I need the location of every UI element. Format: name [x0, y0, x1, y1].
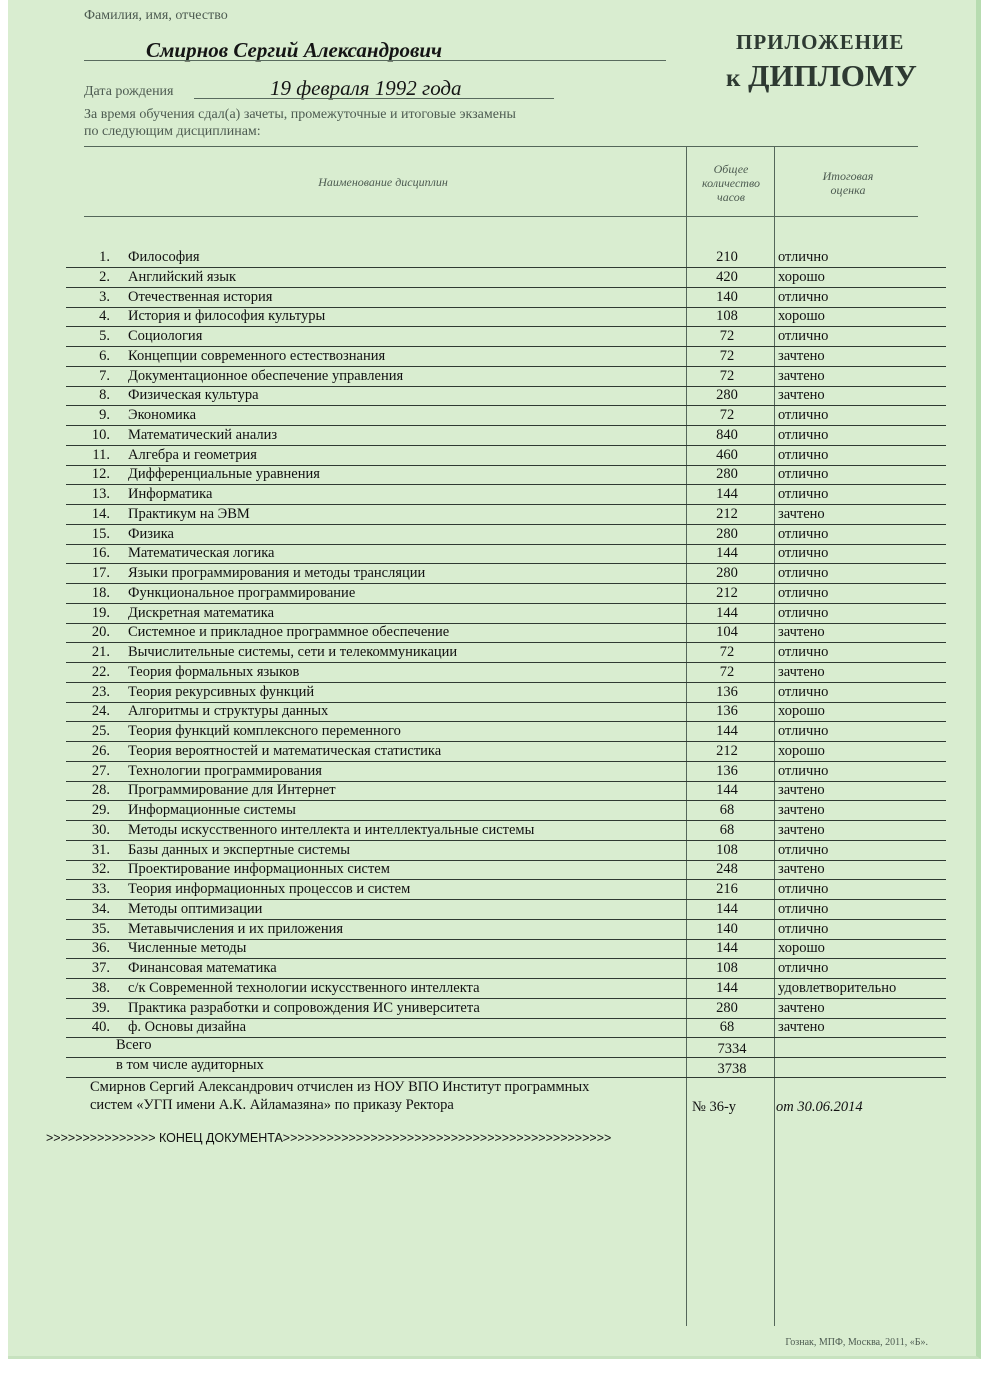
row-grade: отлично	[778, 841, 829, 858]
table-row	[66, 702, 946, 722]
row-number: 18.	[91, 584, 110, 601]
birth-value: 19 февраля 1992 года	[270, 76, 462, 100]
row-hours: 72	[719, 663, 735, 680]
row-discipline: Теория информационных процессов и систем	[128, 881, 411, 897]
row-discipline: Английский язык	[128, 268, 237, 285]
order-number: № 36-у	[692, 1099, 737, 1115]
table-row	[66, 880, 946, 900]
row-discipline: Базы данных и экспертные системы	[128, 841, 351, 858]
table-row	[66, 623, 946, 643]
row-discipline: Физическая культура	[128, 387, 259, 404]
table-row	[66, 465, 946, 485]
table-row	[66, 1018, 946, 1038]
row-discipline: Теория формальных языков	[128, 663, 300, 680]
row-number: 9.	[99, 407, 110, 423]
row-number: 35.	[91, 920, 110, 937]
row-number: 32.	[91, 861, 110, 878]
row-hours: 136	[716, 683, 738, 700]
row-hours: 144	[716, 486, 738, 502]
row-grade: отлично	[778, 328, 829, 344]
row-hours: 72	[719, 407, 735, 423]
row-hours: 104	[716, 624, 738, 641]
row-discipline: Численные методы	[128, 940, 247, 957]
row-hours: 72	[719, 328, 735, 344]
row-hours: 136	[716, 762, 738, 779]
row-number: 29.	[91, 802, 110, 818]
row-discipline: Вычислительные системы, сети и телекоммуникации	[128, 644, 458, 660]
row-grade: отлично	[778, 565, 829, 581]
row-hours: 108	[716, 841, 738, 858]
row-number: 26.	[91, 742, 110, 759]
row-hours: 280	[716, 387, 738, 404]
row-number: 27.	[91, 762, 110, 779]
row-discipline: Дифференциальные уравнения	[128, 466, 320, 483]
row-number: 38.	[91, 979, 110, 996]
row-number: 25.	[91, 723, 110, 739]
title-word: ДИПЛОМУ	[748, 58, 917, 93]
row-number: 17.	[91, 565, 110, 581]
row-discipline: Экономика	[128, 407, 197, 423]
row-hours: 144	[716, 545, 738, 562]
row-discipline: с/к Современной технологии искусственного интеллекта	[128, 979, 480, 996]
row-grade: зачтено	[778, 861, 825, 878]
row-hours: 72	[719, 367, 735, 384]
row-discipline: Информационные системы	[128, 802, 296, 818]
row-number: 3.	[99, 288, 110, 305]
row-number: 37.	[91, 960, 110, 976]
row-discipline: Теория рекурсивных функций	[128, 683, 315, 700]
fio-label: Фамилия, имя, отчество	[84, 8, 228, 23]
row-grade: зачтено	[778, 347, 825, 364]
row-hours: 212	[716, 584, 738, 601]
row-number: 8.	[99, 387, 110, 404]
row-number: 15.	[91, 525, 110, 542]
row-hours: 212	[716, 742, 738, 759]
expulsion-line-1: Смирнов Сергий Александрович отчислен из НОУ ВПО Институт программных	[90, 1079, 590, 1095]
table-row	[66, 920, 946, 940]
table-row	[66, 742, 946, 762]
row-number: 20.	[91, 624, 110, 641]
intro-line-2: по следующим дисциплинам:	[84, 124, 261, 139]
classroom-label: в том числе аудиторных	[116, 1057, 264, 1073]
row-hours: 144	[716, 900, 738, 917]
table-row	[66, 604, 946, 624]
row-number: 7.	[99, 367, 110, 384]
row-hours: 72	[719, 347, 735, 364]
table-row	[66, 939, 946, 959]
table-row	[66, 683, 946, 703]
table-row	[66, 248, 946, 268]
table-row	[66, 347, 946, 367]
row-grade: хорошо	[778, 268, 825, 285]
row-grade: зачтено	[778, 999, 825, 1016]
row-grade: зачтено	[778, 782, 825, 799]
row-number: 6.	[99, 347, 110, 364]
table-row	[66, 426, 946, 446]
row-discipline: Отечественная история	[128, 288, 273, 305]
row-discipline: Практика разработки и сопровождения ИС университета	[128, 999, 480, 1016]
col-hours-header-3: часов	[717, 190, 745, 204]
table-row	[66, 663, 946, 683]
expulsion-line-2: систем «УГП имени А.К. Айламазяна» по приказу Ректора	[90, 1097, 454, 1113]
col-hours-header	[690, 162, 772, 204]
row-hours: 136	[716, 703, 738, 720]
row-hours: 420	[716, 268, 738, 285]
row-grade: хорошо	[778, 940, 825, 957]
row-grade: удовлетворительно	[778, 979, 897, 996]
table-row	[66, 959, 946, 979]
row-grade: отлично	[778, 960, 829, 976]
row-hours: 108	[716, 308, 738, 325]
row-discipline: Методы оптимизации	[128, 900, 263, 917]
table-row	[66, 999, 946, 1019]
table-row	[66, 485, 946, 505]
row-hours: 144	[716, 940, 738, 957]
table-row	[66, 406, 946, 426]
classroom-row-line	[66, 1077, 946, 1078]
row-discipline: Технологии программирования	[128, 762, 322, 779]
row-number: 10.	[91, 426, 110, 443]
printer-note: Гознак, МПФ, Москва, 2011, «Б».	[785, 1337, 928, 1348]
table-header-border	[84, 216, 918, 217]
row-grade: отлично	[778, 881, 829, 897]
row-hours: 280	[716, 466, 738, 483]
birth-label: Дата рождения	[84, 84, 174, 99]
row-discipline: Дискретная математика	[128, 604, 275, 621]
row-discipline: Алгебра и геометрия	[128, 446, 257, 463]
row-hours: 216	[716, 881, 738, 897]
row-grade: отлично	[778, 288, 829, 305]
row-discipline: Философия	[128, 249, 200, 265]
row-discipline: Программирование для Интернет	[128, 782, 336, 799]
row-hours: 144	[716, 979, 738, 996]
row-discipline: Проектирование информационных систем	[128, 861, 390, 878]
row-grade: отлично	[778, 604, 829, 621]
row-hours: 144	[716, 604, 738, 621]
table-row	[66, 781, 946, 801]
table-row	[66, 544, 946, 564]
row-discipline: Языки программирования и методы трансляции	[128, 565, 426, 581]
row-hours: 248	[716, 861, 738, 878]
table-row	[66, 801, 946, 821]
row-hours: 108	[716, 960, 738, 976]
row-discipline: Системное и прикладное программное обеспечение	[128, 624, 450, 641]
row-discipline: ф. Основы дизайна	[128, 1019, 247, 1036]
diploma-supplement-sheet	[8, 0, 981, 1359]
row-number: 40.	[91, 1019, 110, 1036]
row-hours: 212	[716, 505, 738, 522]
table-top-border	[84, 146, 918, 147]
row-discipline: Практикум на ЭВМ	[128, 505, 250, 522]
row-number: 24.	[91, 703, 110, 720]
row-hours: 144	[716, 782, 738, 799]
col-grade-header-2: оценка	[830, 183, 866, 197]
row-hours: 140	[716, 920, 738, 937]
total-label: Всего	[116, 1037, 152, 1053]
order-date: от 30.06.2014	[776, 1099, 863, 1115]
row-grade: отлично	[778, 723, 829, 739]
table-row	[66, 268, 946, 288]
row-grade: зачтено	[778, 505, 825, 522]
col-hours-header-2: количество	[701, 176, 761, 190]
table-row	[66, 307, 946, 327]
row-number: 34.	[91, 900, 110, 917]
row-grade: отлично	[778, 446, 829, 463]
row-grade: зачтено	[778, 663, 825, 680]
row-grade: хорошо	[778, 308, 825, 325]
row-hours: 68	[719, 802, 735, 818]
table-row	[66, 722, 946, 742]
col-grade-header	[778, 169, 918, 197]
row-number: 13.	[91, 486, 110, 502]
row-hours: 280	[716, 565, 738, 581]
table-row	[66, 821, 946, 841]
fio-value: Смирнов Сергий Александрович	[146, 38, 443, 62]
table-row	[66, 564, 946, 584]
end-of-document-marker: >>>>>>>>>>>>>>> КОНЕЦ ДОКУМЕНТА>>>>>>>>>>>>>>>>>>>>>>>>>>>>>>>>>>>>>>>>>>>>>	[46, 1131, 612, 1145]
row-number: 39.	[91, 999, 110, 1016]
row-number: 5.	[99, 328, 110, 344]
row-discipline: Теория вероятностей и математическая статистика	[128, 742, 442, 759]
row-number: 28.	[91, 782, 110, 799]
classroom-hours: 3738	[717, 1061, 747, 1077]
birth-underline	[194, 98, 554, 99]
row-number: 36.	[91, 940, 110, 957]
table-row	[66, 525, 946, 545]
row-number: 31.	[91, 841, 110, 858]
row-grade: хорошо	[778, 703, 825, 720]
table-row	[66, 327, 946, 347]
table-row	[66, 979, 946, 999]
row-grade: отлично	[778, 762, 829, 779]
table-row	[66, 841, 946, 861]
row-number: 21.	[91, 644, 110, 660]
table-row	[66, 643, 946, 663]
row-grade: зачтено	[778, 367, 825, 384]
row-grade: зачтено	[778, 624, 825, 641]
row-discipline: Математическая логика	[128, 545, 275, 562]
row-number: 2.	[99, 268, 110, 285]
table-row	[66, 860, 946, 880]
row-discipline: Метавычисления и их приложения	[128, 920, 344, 937]
row-grade: отлично	[778, 900, 829, 917]
col-hours-header-1: Общее	[713, 162, 749, 176]
row-number: 12.	[91, 466, 110, 483]
row-grade: отлично	[778, 525, 829, 542]
table-row	[66, 584, 946, 604]
row-number: 30.	[91, 821, 110, 838]
table-row	[66, 288, 946, 308]
row-hours: 68	[719, 1019, 735, 1036]
col-name-header: Наименование дисциплин	[318, 175, 448, 189]
row-discipline: Информатика	[128, 486, 213, 502]
row-hours: 140	[716, 288, 738, 305]
table-row	[66, 900, 946, 920]
row-grade: зачтено	[778, 802, 825, 818]
row-grade: хорошо	[778, 742, 825, 759]
row-grade: отлично	[778, 920, 829, 937]
row-discipline: История и философия культуры	[128, 308, 326, 325]
row-hours: 68	[719, 821, 735, 838]
row-grade: отлично	[778, 249, 829, 265]
row-number: 14.	[91, 505, 110, 522]
table-row	[66, 505, 946, 525]
row-grade: отлично	[778, 644, 829, 660]
row-grade: отлично	[778, 407, 829, 423]
row-number: 16.	[91, 545, 110, 562]
row-number: 1.	[99, 249, 110, 265]
row-number: 22.	[91, 663, 110, 680]
row-hours: 144	[716, 723, 738, 739]
row-number: 23.	[91, 683, 110, 700]
row-grade: отлично	[778, 426, 829, 443]
row-discipline: Методы искусственного интеллекта и интеллектуальные системы	[128, 821, 535, 838]
row-grade: зачтено	[778, 1019, 825, 1036]
row-discipline: Физика	[128, 525, 174, 542]
table-row	[66, 367, 946, 387]
row-discipline: Математический анализ	[128, 426, 278, 443]
row-hours: 72	[719, 644, 735, 660]
total-hours: 7334	[717, 1041, 747, 1057]
row-hours: 280	[716, 525, 738, 542]
row-discipline: Функциональное программирование	[128, 584, 356, 601]
title-to-diploma	[726, 58, 917, 94]
row-discipline: Социология	[128, 328, 203, 344]
table-row	[66, 386, 946, 406]
table-row	[66, 446, 946, 466]
row-grade: отлично	[778, 545, 829, 562]
title-appendix: ПРИЛОЖЕНИЕ	[736, 30, 905, 54]
row-grade: зачтено	[778, 387, 825, 404]
row-discipline: Теория функций комплексного переменного	[128, 723, 401, 739]
row-discipline: Документационное обеспечение управления	[128, 367, 404, 384]
fio-underline	[84, 60, 666, 61]
row-number: 33.	[91, 881, 110, 897]
row-number: 4.	[99, 308, 110, 325]
row-grade: отлично	[778, 466, 829, 483]
table-row	[66, 762, 946, 782]
title-prefix: к	[726, 65, 741, 92]
row-grade: зачтено	[778, 821, 825, 838]
row-discipline: Концепции современного естествознания	[128, 347, 386, 364]
row-discipline: Финансовая математика	[128, 960, 277, 976]
row-grade: отлично	[778, 486, 829, 502]
intro-line-1: За время обучения сдал(а) зачеты, промежуточные и итоговые экзамены	[84, 107, 516, 122]
row-discipline: Алгоритмы и структуры данных	[128, 703, 329, 720]
row-hours: 280	[716, 999, 738, 1016]
col-grade-header-1: Итоговая	[822, 169, 874, 183]
row-grade: отлично	[778, 584, 829, 601]
row-grade: отлично	[778, 683, 829, 700]
row-hours: 840	[716, 426, 738, 443]
row-number: 11.	[92, 446, 110, 463]
row-hours: 460	[716, 446, 738, 463]
row-hours: 210	[716, 249, 738, 265]
row-number: 19.	[91, 604, 110, 621]
